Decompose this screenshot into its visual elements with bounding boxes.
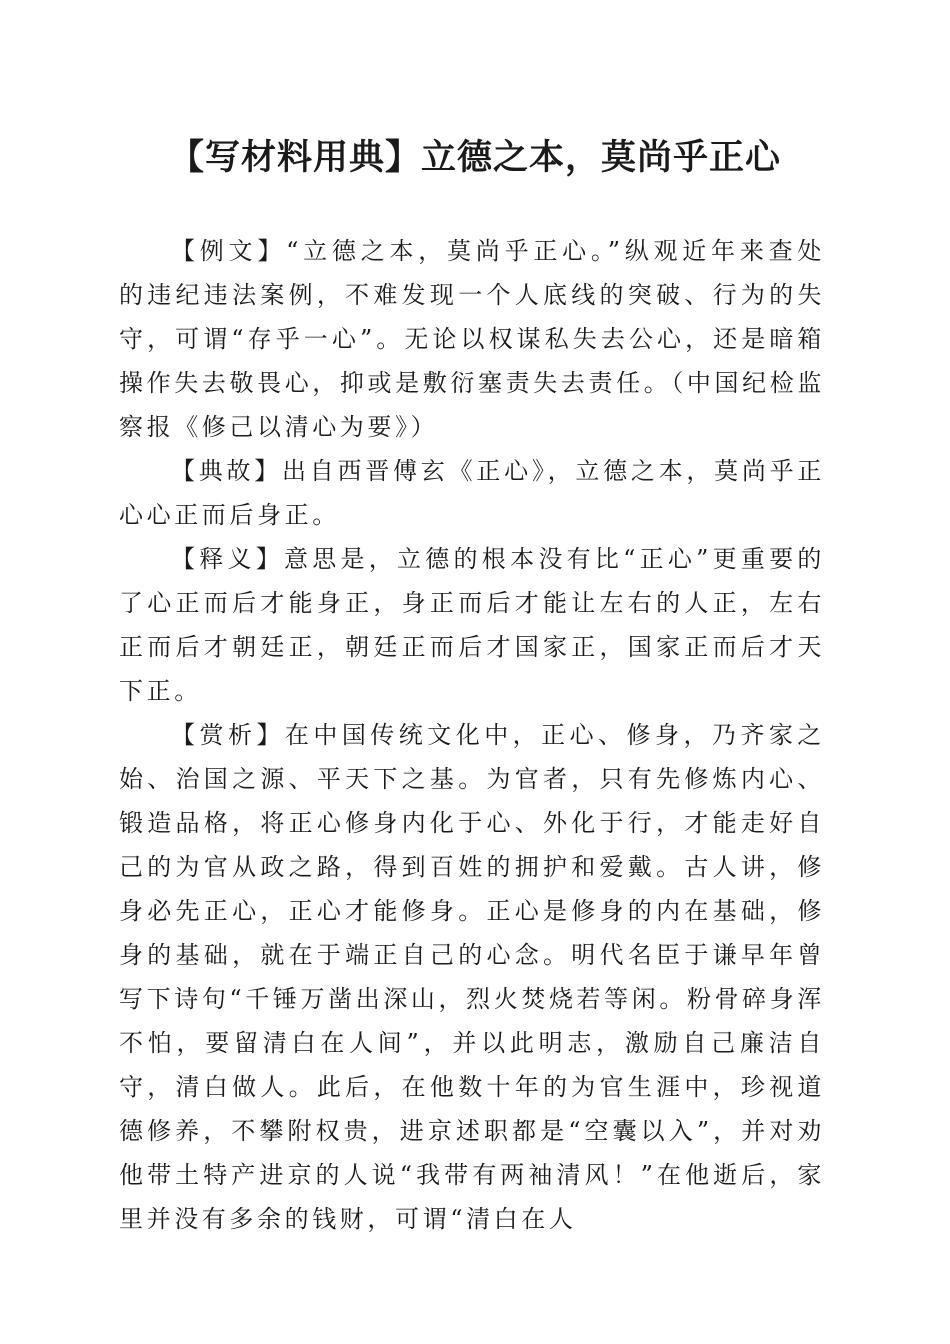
paragraph-text: 意思是，立德的根本没有比“正心”更重要的了心正而后才能身正，身正而后才能让左右的人正，左右正而后才朝廷正，朝廷正而后才国家正，国家正而后才天下正。 [119, 545, 825, 705]
document-body [119, 229, 825, 1241]
paragraph-label: 【赏析】 [171, 721, 285, 749]
paragraph-label: 【典故】 [171, 457, 283, 485]
paragraph-text: 在中国传统文化中，正心、修身，乃齐家之始、治国之源、平天下之基。为官者，只有先修炼内心、锻造品格，将正心修身内化于心、外化于行，才能走好自己的为官从政之路，得到百姓的拥护和爱戴。古人讲，修身必先正心，正心才能修身。正心是修身的内在基础，修身的基础，就在于端正自己的心念。明代名臣于谦早年曾写下诗句“千锤万凿出深山，烈火焚烧若等闲。粉骨碎身浑不怕，要留清白在人间”，并以此明志，激励自己廉洁自守，清白做人。此后，在他数十年的为官生涯中，珍视道德修养，不攀附权贵，进京述职都是“空囊以入”，并对劝他带土特产进京的人说“我带有两袖清风！”在他逝后，家里并没有多余的钱财，可谓“清白在人 [119, 721, 825, 1233]
paragraph-label: 【例文】 [171, 237, 287, 265]
paragraph-text: “立德之本，莫尚乎正心。”纵观近年来查处的违纪违法案例，不难发现一个人底线的突破、行为的失守，可谓“存乎一心”。无论以权谋私失去公心，还是暗箱操作失去敬畏心，抑或是敷衍塞责失去责任。（中国纪检监察报《修己以清心为要》） [119, 237, 825, 441]
paragraph-appreciation [119, 713, 825, 1241]
paragraph-allusion [119, 449, 825, 537]
paragraph-meaning [119, 537, 825, 713]
paragraph-example [119, 229, 825, 449]
paragraph-text: 出自西晋傅玄《正心》，立德之本，莫尚乎正心心正而后身正。 [119, 457, 825, 529]
paragraph-label: 【释义】 [171, 545, 285, 573]
document-title: 【写材料用典】立德之本，莫尚乎正心 [168, 137, 781, 178]
